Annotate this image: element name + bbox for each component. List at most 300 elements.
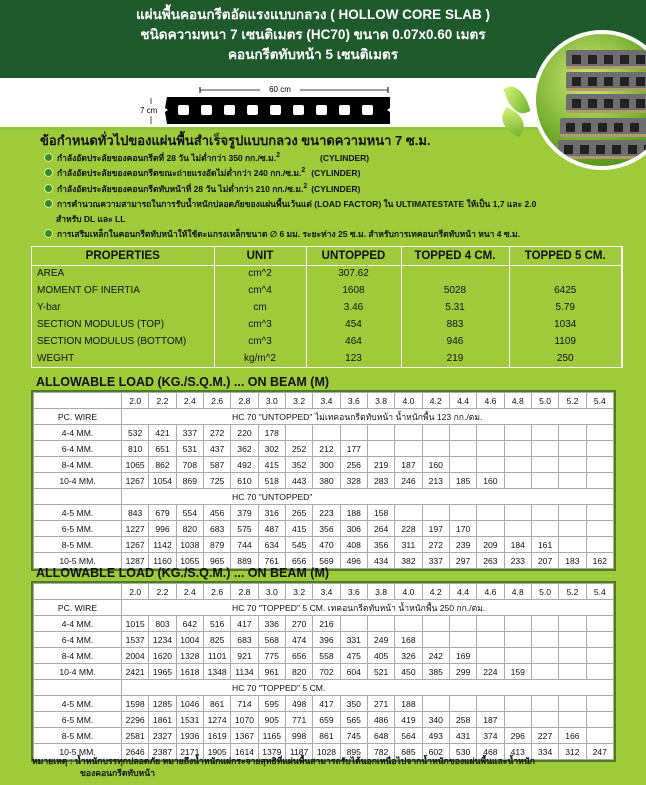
load-value-cell: 2646 xyxy=(122,744,149,760)
load-value-cell xyxy=(504,616,531,632)
load-value-cell: 1160 xyxy=(149,553,176,569)
load-value-cell: 2171 xyxy=(176,744,203,760)
properties-row xyxy=(32,350,622,367)
load-value-cell xyxy=(586,728,613,744)
span-header: 3.4 xyxy=(313,584,340,600)
load-value-cell: 187 xyxy=(395,457,422,473)
load-value-cell: 775 xyxy=(258,648,285,664)
load-value-cell: 1227 xyxy=(122,521,149,537)
load-value-cell xyxy=(477,616,504,632)
load-value-cell: 382 xyxy=(395,553,422,569)
load-row xyxy=(34,425,614,441)
load-value-cell: 820 xyxy=(285,664,312,680)
empty-cell xyxy=(34,584,122,600)
load-value-cell: 249 xyxy=(367,632,394,648)
span-header: 3.8 xyxy=(367,393,394,409)
properties-cell: 5.79 xyxy=(509,299,622,316)
spec-suffix: (CYLINDER) xyxy=(311,183,361,194)
load-value-cell xyxy=(422,696,449,712)
properties-cell xyxy=(401,265,509,282)
load-value-cell: 1234 xyxy=(149,632,176,648)
load-value-cell: 961 xyxy=(258,664,285,680)
load-row xyxy=(34,616,614,632)
load-value-cell: 1965 xyxy=(149,664,176,680)
load-value-cell xyxy=(449,425,476,441)
load-value-cell xyxy=(477,696,504,712)
load-value-cell: 744 xyxy=(231,537,258,553)
load-value-cell: 374 xyxy=(477,728,504,744)
load-value-cell: 683 xyxy=(231,632,258,648)
load-value-cell xyxy=(285,425,312,441)
load-value-cell: 1142 xyxy=(149,537,176,553)
group-subtitle: HC 70 "UNTOPPED" xyxy=(122,489,614,505)
load-value-cell: 803 xyxy=(149,616,176,632)
load-value-cell: 843 xyxy=(122,505,149,521)
load-value-cell: 408 xyxy=(340,537,367,553)
load-value-cell: 1015 xyxy=(122,616,149,632)
load-value-cell: 545 xyxy=(285,537,312,553)
load-value-cell xyxy=(449,457,476,473)
load-value-cell xyxy=(531,632,558,648)
load-value-cell: 434 xyxy=(367,553,394,569)
load-value-cell: 396 xyxy=(313,632,340,648)
load-value-cell xyxy=(477,648,504,664)
group-subtitle-row xyxy=(34,409,614,425)
load-value-cell: 161 xyxy=(531,537,558,553)
properties-cell: 883 xyxy=(401,316,509,333)
span-header: 4.8 xyxy=(504,584,531,600)
load-value-cell: 183 xyxy=(559,553,586,569)
load-value-cell xyxy=(531,521,558,537)
spec-suffix: (CYLINDER) xyxy=(320,153,370,163)
load-value-cell: 385 xyxy=(422,664,449,680)
load-value-cell: 220 xyxy=(231,425,258,441)
load-value-cell: 1274 xyxy=(203,712,230,728)
load-value-cell: 1101 xyxy=(203,648,230,664)
load-value-cell: 188 xyxy=(340,505,367,521)
load-value-cell: 554 xyxy=(176,505,203,521)
span-header: 3.4 xyxy=(313,393,340,409)
load-value-cell: 1065 xyxy=(122,457,149,473)
load-value-cell xyxy=(586,712,613,728)
load-value-cell: 1054 xyxy=(149,473,176,489)
load-value-cell: 568 xyxy=(258,632,285,648)
load-value-cell xyxy=(586,473,613,489)
span-header: 3.8 xyxy=(367,584,394,600)
load-row xyxy=(34,728,614,744)
load-value-cell: 311 xyxy=(395,537,422,553)
load-value-cell: 188 xyxy=(395,696,422,712)
load-value-cell: 316 xyxy=(258,505,285,521)
wire-label: PC. WIRE xyxy=(34,600,122,616)
span-header: 2.2 xyxy=(149,584,176,600)
spec-text: กำลังอัดประลัยของคอนกรีตทับหน้าที่ 28 วัน ไม่ต่ำกว่า 210 กก./ซ.ม. xyxy=(57,183,304,194)
span-header: 4.0 xyxy=(395,393,422,409)
load-value-cell: 247 xyxy=(586,744,613,760)
load-value-cell: 419 xyxy=(395,712,422,728)
load-value-cell xyxy=(504,473,531,489)
load-table-untopped xyxy=(31,390,616,571)
span-header: 2.0 xyxy=(122,393,149,409)
spec-text: กำลังอัดประลัยของคอนกรีตขณะถ่ายแรงอัดไม่ต่ำกว่า 240 กก./ซ.ม. xyxy=(57,168,302,179)
load-value-cell: 516 xyxy=(203,616,230,632)
load-value-cell: 264 xyxy=(367,521,394,537)
load-value-cell xyxy=(531,712,558,728)
load-value-cell: 656 xyxy=(285,648,312,664)
superscript: 2 xyxy=(276,152,281,160)
properties-cell: MOMENT OF INERTIA xyxy=(32,282,214,299)
load-value-cell xyxy=(586,632,613,648)
load-value-cell xyxy=(313,425,340,441)
load-value-cell: 272 xyxy=(203,425,230,441)
load-value-cell: 337 xyxy=(176,425,203,441)
load-value-cell: 725 xyxy=(203,473,230,489)
wire-size-label: 6-4 MM. xyxy=(34,441,122,457)
load-value-cell: 1620 xyxy=(149,648,176,664)
load-value-cell: 415 xyxy=(285,521,312,537)
load-value-cell: 810 xyxy=(122,441,149,457)
load-value-cell: 634 xyxy=(258,537,285,553)
load-value-cell: 456 xyxy=(203,505,230,521)
load-value-cell xyxy=(504,425,531,441)
load-value-cell: 443 xyxy=(285,473,312,489)
load-value-cell: 486 xyxy=(367,712,394,728)
load-value-cell xyxy=(449,696,476,712)
load-value-cell xyxy=(395,425,422,441)
load-value-cell: 1267 xyxy=(122,537,149,553)
load-value-cell: 474 xyxy=(285,632,312,648)
spec-suffix: (CYLINDER) xyxy=(311,168,361,179)
load-row xyxy=(34,441,614,457)
load-value-cell xyxy=(422,425,449,441)
properties-cell: SECTION MODULUS (TOP) xyxy=(32,316,214,333)
load-value-cell: 431 xyxy=(449,728,476,744)
span-header: 5.0 xyxy=(531,393,558,409)
load-value-cell: 362 xyxy=(231,441,258,457)
load-value-cell: 714 xyxy=(231,696,258,712)
span-header: 5.4 xyxy=(586,584,613,600)
wire-size-label: 6-5 MM. xyxy=(34,521,122,537)
load-value-cell xyxy=(586,664,613,680)
span-header: 5.2 xyxy=(559,584,586,600)
load-value-cell: 1285 xyxy=(149,696,176,712)
load-value-cell: 415 xyxy=(258,457,285,473)
load-row xyxy=(34,632,614,648)
superscript: 2 xyxy=(301,167,306,175)
load-value-cell: 168 xyxy=(395,632,422,648)
load-value-cell xyxy=(477,441,504,457)
load-value-cell: 468 xyxy=(477,744,504,760)
load-value-cell: 862 xyxy=(149,457,176,473)
span-header: 4.6 xyxy=(477,393,504,409)
load-value-cell: 166 xyxy=(559,728,586,744)
load-value-cell xyxy=(559,712,586,728)
load-value-cell: 998 xyxy=(285,728,312,744)
span-header: 2.8 xyxy=(231,393,258,409)
load-value-cell xyxy=(504,441,531,457)
load-row xyxy=(34,648,614,664)
wire-size-label: 8-4 MM. xyxy=(34,648,122,664)
load-value-cell: 178 xyxy=(258,425,285,441)
properties-cell: kg/m^2 xyxy=(214,350,306,367)
load-value-cell: 745 xyxy=(340,728,367,744)
span-header: 4.2 xyxy=(422,393,449,409)
load-value-cell: 270 xyxy=(285,616,312,632)
properties-cell: Y-bar xyxy=(32,299,214,316)
load-value-cell: 531 xyxy=(176,441,203,457)
load-value-cell: 702 xyxy=(313,664,340,680)
load-value-cell xyxy=(586,616,613,632)
title-line-2: ชนิดความหนา 7 เซนติเมตร (HC70) ขนาด 0.07x0.60 เมตร xyxy=(140,27,486,42)
load-value-cell xyxy=(531,425,558,441)
load-value-cell xyxy=(586,648,613,664)
wire-size-label: 4-5 MM. xyxy=(34,696,122,712)
properties-cell: 1034 xyxy=(509,316,622,333)
load-value-cell xyxy=(477,632,504,648)
properties-cell: 5.31 xyxy=(401,299,509,316)
load-value-cell xyxy=(586,537,613,553)
load-row xyxy=(34,457,614,473)
load-value-cell: 761 xyxy=(258,553,285,569)
load-value-cell: 532 xyxy=(122,425,149,441)
load-value-cell xyxy=(559,537,586,553)
load-value-cell xyxy=(559,632,586,648)
load-value-cell: 521 xyxy=(367,664,394,680)
load-value-cell: 530 xyxy=(449,744,476,760)
span-header-row xyxy=(34,584,614,600)
load-value-cell: 1936 xyxy=(176,728,203,744)
properties-row xyxy=(32,265,622,282)
wire-size-label: 8-5 MM. xyxy=(34,728,122,744)
load-value-cell xyxy=(395,616,422,632)
properties-header-row xyxy=(32,247,622,265)
load-value-cell: 170 xyxy=(449,521,476,537)
load-value-cell: 498 xyxy=(285,696,312,712)
properties-cell: cm xyxy=(214,299,306,316)
properties-cell: 3.46 xyxy=(306,299,401,316)
span-header: 3.2 xyxy=(285,584,312,600)
load-value-cell: 271 xyxy=(367,696,394,712)
load-value-cell: 965 xyxy=(203,553,230,569)
load-value-cell: 1598 xyxy=(122,696,149,712)
load-value-cell: 1348 xyxy=(203,664,230,680)
load-value-cell xyxy=(504,457,531,473)
load-row xyxy=(34,521,614,537)
title-line-1: แผ่นพื้นคอนกรีตอัดแรงแบบกลวง ( HOLLOW CORE SLAB ) xyxy=(136,7,490,22)
load-value-cell: 1004 xyxy=(176,632,203,648)
footnote-line: หมายเหตุ : น้ำหนักบรรทุกปลอดภัย หมายถึงน้ำหนักแผ่กระจายสุทธิที่แผ่นพื้นสามารถรับได้นอกเหนือไปจากน้ำหนักของแผ่นพื้นและน้ำหนัก xyxy=(32,756,535,766)
load-value-cell: 651 xyxy=(149,441,176,457)
load-value-cell: 352 xyxy=(285,457,312,473)
properties-row xyxy=(32,299,622,316)
load-value-cell: 782 xyxy=(367,744,394,760)
load-value-cell: 227 xyxy=(531,728,558,744)
load-value-cell: 380 xyxy=(313,473,340,489)
load-value-cell: 1165 xyxy=(258,728,285,744)
properties-cell: 219 xyxy=(401,350,509,367)
spec-text: การคำนวณความสามารถในการรับน้ำหนักปลอดภัยของแผ่นพื้นเว้นแต่ (LOAD FACTOR) ใน ULTIMATESTATE ให้เป็น 1,7 และ 2.0 xyxy=(57,198,537,209)
properties-table xyxy=(31,246,623,368)
group-subtitle: HC 70 "UNTOPPED" ไม่เทคอนกรีตทับหน้า น้ำหนักพื้น 123 กก./ตม. xyxy=(122,409,614,425)
load-value-cell: 405 xyxy=(367,648,394,664)
load-value-cell xyxy=(395,441,422,457)
load-value-cell: 334 xyxy=(531,744,558,760)
load-value-cell: 312 xyxy=(559,744,586,760)
footnote-line: ของคอนกรีตทับหน้า xyxy=(80,768,155,778)
load-value-cell: 197 xyxy=(422,521,449,537)
load-value-cell xyxy=(477,425,504,441)
load-value-cell xyxy=(531,457,558,473)
load-value-cell: 207 xyxy=(531,553,558,569)
load-value-cell: 493 xyxy=(422,728,449,744)
load-value-cell: 869 xyxy=(176,473,203,489)
load-value-cell xyxy=(531,505,558,521)
load-value-cell xyxy=(449,441,476,457)
span-header: 2.8 xyxy=(231,584,258,600)
load-table-topped xyxy=(31,581,616,762)
load-value-cell: 648 xyxy=(367,728,394,744)
wire-size-label: 4-5 MM. xyxy=(34,505,122,521)
load-value-cell: 558 xyxy=(313,648,340,664)
properties-cell: WEGHT xyxy=(32,350,214,367)
load-value-cell xyxy=(340,616,367,632)
properties-cell: SECTION MODULUS (BOTTOM) xyxy=(32,333,214,350)
load-value-cell: 283 xyxy=(367,473,394,489)
load-value-cell xyxy=(559,505,586,521)
spec-list xyxy=(44,151,536,243)
load-value-cell: 437 xyxy=(203,441,230,457)
wire-size-label: 8-4 MM. xyxy=(34,457,122,473)
load-value-cell xyxy=(531,473,558,489)
properties-cell: cm^4 xyxy=(214,282,306,299)
load-value-cell: 487 xyxy=(258,521,285,537)
properties-cell: 946 xyxy=(401,333,509,350)
properties-row xyxy=(32,333,622,350)
span-header: 5.2 xyxy=(559,393,586,409)
load-value-cell: 302 xyxy=(258,441,285,457)
group-subtitle: HC 70 "TOPPED" 5 CM. xyxy=(122,680,614,696)
group-subtitle: HC 70 "TOPPED" 5 CM. เทคอนกรีตทับหน้า น้ำหนักพื้น 250 กก./ตม. xyxy=(122,600,614,616)
load-value-cell: 331 xyxy=(340,632,367,648)
spec-item xyxy=(44,182,536,197)
load-value-cell: 328 xyxy=(340,473,367,489)
load-value-cell xyxy=(559,616,586,632)
load-value-cell: 272 xyxy=(422,537,449,553)
load-value-cell: 300 xyxy=(313,457,340,473)
span-header: 2.4 xyxy=(176,584,203,600)
load-value-cell xyxy=(586,457,613,473)
load-value-cell: 1531 xyxy=(176,712,203,728)
span-header: 3.6 xyxy=(340,393,367,409)
load-value-cell: 219 xyxy=(367,457,394,473)
empty-cell xyxy=(34,489,122,505)
load-value-cell xyxy=(586,521,613,537)
load-value-cell: 1287 xyxy=(122,553,149,569)
load-value-cell: 905 xyxy=(258,712,285,728)
load-value-cell: 861 xyxy=(313,728,340,744)
load-value-cell: 306 xyxy=(340,521,367,537)
span-header: 3.6 xyxy=(340,584,367,600)
load-value-cell: 1618 xyxy=(176,664,203,680)
spec-item xyxy=(44,197,536,212)
properties-cell: 6425 xyxy=(509,282,622,299)
load-value-cell: 1038 xyxy=(176,537,203,553)
span-header: 4.0 xyxy=(395,584,422,600)
properties-row xyxy=(32,316,622,333)
load-value-cell: 177 xyxy=(340,441,367,457)
load-value-cell xyxy=(531,696,558,712)
load-value-cell xyxy=(504,696,531,712)
group-subtitle-row xyxy=(34,600,614,616)
spec-title: ข้อกำหนดทั่วไปของแผ่นพื้นสำเร็จรูปแบบกลวง ขนาดความหนา 7 ซ.ม. xyxy=(40,133,431,148)
load-value-cell: 224 xyxy=(477,664,504,680)
load-value-cell: 350 xyxy=(340,696,367,712)
load-value-cell: 1905 xyxy=(203,744,230,760)
load-value-cell: 239 xyxy=(449,537,476,553)
load-value-cell xyxy=(559,473,586,489)
load-value-cell: 263 xyxy=(477,553,504,569)
load-value-cell: 496 xyxy=(340,553,367,569)
load-value-cell xyxy=(559,648,586,664)
load-value-cell: 825 xyxy=(203,632,230,648)
spec-text: การเสริมเหล็กในคอนกรีตทับหน้าให้ใช้ตะแกรงเหล็กขนาด ∅ 6 มม. ระยะห่าง 25 ซ.ม. สำหรับการเทคอนกรีตทับหน้า หนา 4 ซ.ม. xyxy=(57,229,520,240)
span-header: 4.4 xyxy=(449,393,476,409)
load-value-cell xyxy=(559,521,586,537)
load-value-cell: 158 xyxy=(367,505,394,521)
spec-item xyxy=(44,227,536,242)
load-value-cell xyxy=(504,505,531,521)
load-row xyxy=(34,664,614,680)
load-value-cell: 889 xyxy=(231,553,258,569)
load-value-cell xyxy=(586,696,613,712)
col-header: UNIT xyxy=(214,247,306,265)
load-value-cell: 1328 xyxy=(176,648,203,664)
load-value-cell: 2387 xyxy=(149,744,176,760)
height-label: 7 cm xyxy=(140,106,158,115)
wire-size-label: 10-4 MM. xyxy=(34,473,122,489)
load-value-cell: 2421 xyxy=(122,664,149,680)
load-value-cell: 2581 xyxy=(122,728,149,744)
span-header: 4.4 xyxy=(449,584,476,600)
load-value-cell xyxy=(340,425,367,441)
load-value-cell xyxy=(531,664,558,680)
load-value-cell: 575 xyxy=(231,521,258,537)
load-value-cell: 683 xyxy=(203,521,230,537)
load-value-cell: 492 xyxy=(231,457,258,473)
properties-cell: 5028 xyxy=(401,282,509,299)
load-value-cell: 895 xyxy=(340,744,367,760)
load-value-cell xyxy=(586,425,613,441)
load-value-cell: 1187 xyxy=(285,744,312,760)
group-subtitle-row xyxy=(34,680,614,696)
span-header: 3.2 xyxy=(285,393,312,409)
load-value-cell: 1379 xyxy=(258,744,285,760)
load-value-cell: 820 xyxy=(176,521,203,537)
load-value-cell xyxy=(477,505,504,521)
load-value-cell: 861 xyxy=(203,696,230,712)
load-value-cell xyxy=(477,521,504,537)
load-value-cell: 340 xyxy=(422,712,449,728)
load-value-cell: 1367 xyxy=(231,728,258,744)
load-value-cell xyxy=(559,696,586,712)
properties-cell: AREA xyxy=(32,265,214,282)
load-value-cell: 679 xyxy=(149,505,176,521)
load-value-cell: 450 xyxy=(395,664,422,680)
load-value-cell: 996 xyxy=(149,521,176,537)
load-value-cell: 1055 xyxy=(176,553,203,569)
properties-cell: 123 xyxy=(306,350,401,367)
span-header: 2.0 xyxy=(122,584,149,600)
